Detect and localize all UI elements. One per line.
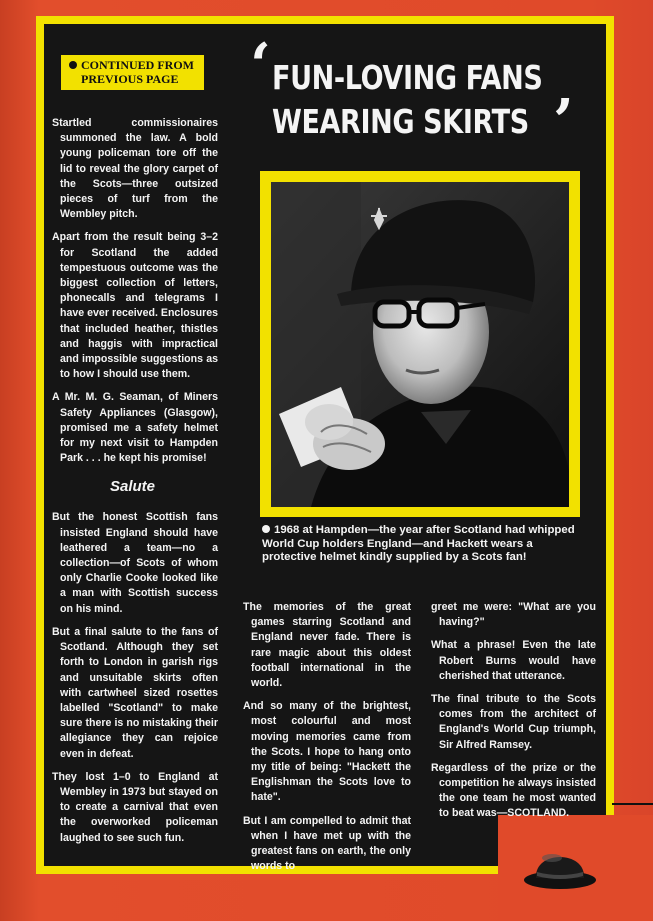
- continued-badge: [61, 55, 204, 90]
- divider-line: [612, 803, 653, 805]
- paragraph: But the honest Scottish fans insisted England should have leathered a team—no a collection—of Scots of whom only Charlie Cooke looked like a man with Scottish success on his mind.: [52, 511, 218, 615]
- bullet-icon: [69, 61, 77, 69]
- photo-caption: [262, 524, 582, 565]
- headline-close-quote: ’: [553, 87, 574, 157]
- policeman-illustration: [271, 182, 569, 507]
- paragraph: A Mr. M. G. Seaman, of Miners Safety Appliances (Glasgow), promised me a safety helmet for my next visit to Hampden Park . . . he kept his promise!: [52, 391, 218, 465]
- paragraph: But a final salute to the fans of Scotland. Although they set forth to London in garish rigs and unsuitable skirts often with cartwheel sized rosettes labelled "Scotland" to make sure there is no mistaking their allegiance they can rejoice even in defeat.: [52, 625, 218, 760]
- paragraph: Regardless of the prize or the competition he always insisted the one team he most wanted to beat was—SCOTLAND.: [431, 761, 596, 820]
- headline-line1: FUN-LOVING FANS: [272, 58, 543, 97]
- headline: [272, 56, 543, 144]
- subheading-salute: Salute: [110, 478, 156, 495]
- paragraph: Apart from the result being 3–2 for Scotland the added tempestuous outcome was the biggest collection of letters, phonecalls and telegrams I have ever received. Enclosures that included heather, thistles and haggis with impractical and impossible suggestions as to how I should use them.: [52, 231, 218, 381]
- paragraph: The final tribute to the Scots comes from the architect of England's World Cup triumph, Sir Alfred Ramsey.: [431, 693, 596, 751]
- policeman-photo: [271, 182, 569, 507]
- paragraph: greet me were: "What are you having?": [431, 601, 596, 629]
- paragraph: And so many of the brightest, most colourful and most moving memories came from the Scots. I hope to hang onto my title of being: "Hackett the Englishman the Scots love to hate".: [243, 700, 411, 804]
- badge-line1: CONTINUED FROM: [81, 58, 194, 72]
- headline-open-quote: ‘: [250, 31, 271, 101]
- article-column-3: [431, 600, 596, 830]
- bowler-hat-icon: [522, 838, 598, 890]
- paragraph: What a phrase! Even the late Robert Burns would have cherished that utterance.: [431, 639, 596, 682]
- paragraph: The memories of the great games starring Scotland and England never fade. There is rare magic about this oldest football international in the world.: [243, 601, 411, 690]
- paragraph: Startled commissionaires summoned the law. A bold young policeman tore off the lid to reveal the glory carpet of the Scots—three outsized pieces of turf from the Wembley pitch.: [52, 117, 218, 221]
- bullet-icon: [262, 525, 270, 533]
- caption-text: 1968 at Hampden—the year after Scotland had whipped World Cup holders England—and Hackett wears a protective helmet kindly supplied by a Scots fan!: [262, 524, 575, 564]
- headline-line2: WEARING SKIRTS: [272, 102, 529, 141]
- badge-line2: PREVIOUS PAGE: [81, 72, 179, 86]
- article-column-2: [243, 600, 411, 882]
- paragraph: They lost 1–0 to England at Wembley in 1973 but stayed on to create a carnival that even the overworked policeman laughed to see such fun.: [52, 770, 218, 844]
- paragraph: But I am compelled to admit that when I have met up with the greatest fans on earth, the only words to: [243, 814, 411, 873]
